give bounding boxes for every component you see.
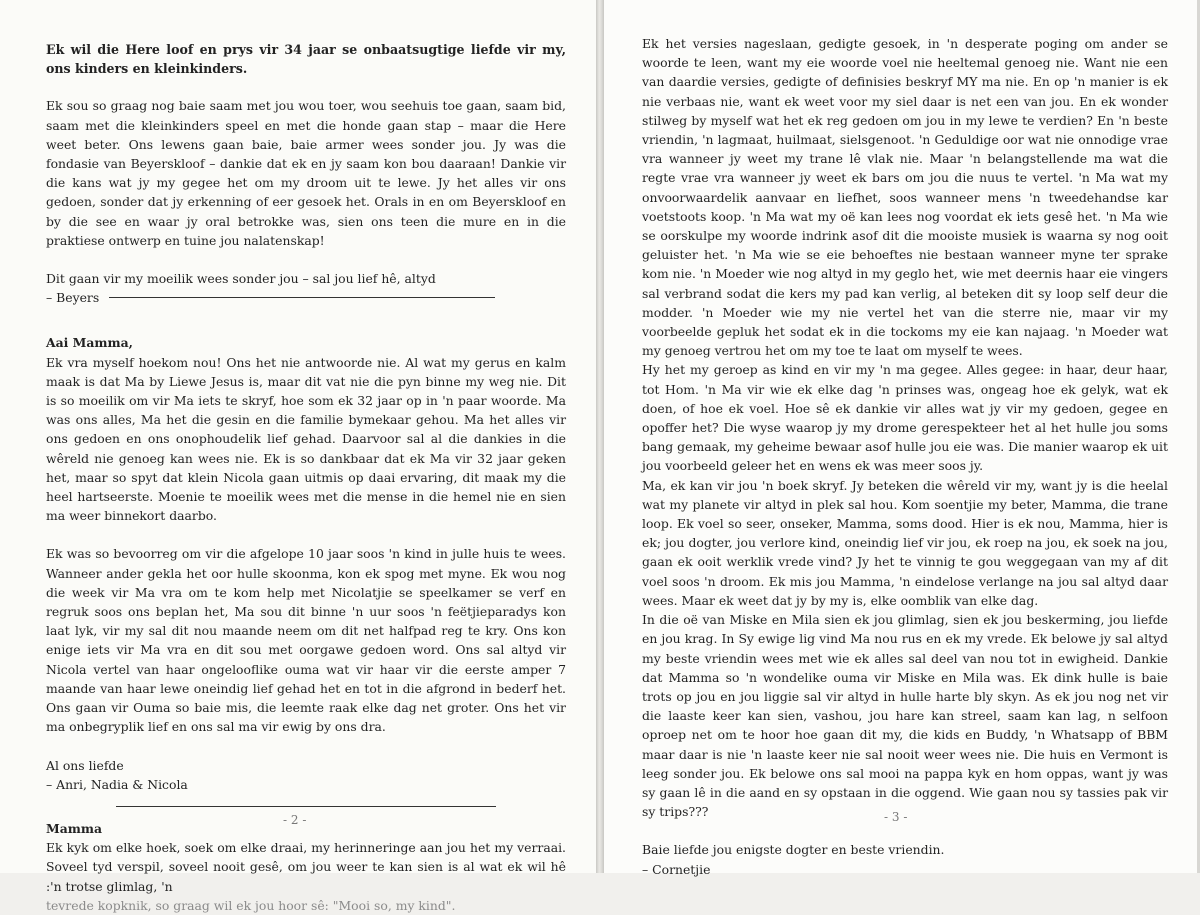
right-page (604, 0, 1200, 877)
cornetjie-paragraph-2: Hy het my geroep as kind en vir my 'n ma gegee. Alles gegee: in haar, deur haar, tot Hom. 'n Ma vir wie ek elke dag 'n prinses was, ongeag hoe ek gelyk, wat ek doen, of hoe ek voel. Hoe sê ek dankie vir alles wat jy vir my gedoen, gegee en opoffer het? Die wyse waarop jy my drome gerespekteer het al het hulle jou soms bang gemaak, my geheime bewaar asof hulle jou eie was. Die manier waarop ek uit jou voorbeeld geleer het en wens ek was meer soos jy. (642, 362, 1168, 474)
cornetjie-paragraph-3: Ma, ek kan vir jou 'n boek skryf. Jy beteken die wêreld vir my, want jy is die heelal wat my planete vir altyd in plek sal hou. Kom soentjie my beter, Mamma, die trane loop. Ek voel so seer, onseker, Mamma, soms dood. Hier is ek nou, Mamma, hier is ek; jou dogter, jou verlore kind, oneindig lief vir jou, ek roep na jou, ek soek na jou, gaan ek ooit werklik vrede vind? Jy het te vinnig te gou weggegaan van my af dit voel soos 'n droom. Ek mis jou Mamma, 'n eindelose verlange na jou sal altyd daar wees. Maar ek weet dat jy by my is, elke oomblik van elke dag. (642, 477, 1168, 608)
mamma-paragraph: Ek kyk om elke hoek, soek om elke draai, my herinneringe aan jou het my verraai. Soveel tyd verspil, soveel nooit gesê, om jou weer te kan sien is al wat ek wil hê :'n trotse glimlag, 'n (46, 840, 566, 894)
anri-signature-line2: – Anri, Nadia & Nicola (46, 776, 188, 792)
anri-signature-line1: Al ons liefde (46, 757, 124, 773)
aai-mamma-heading: Aai Mamma, (46, 335, 133, 351)
signature-rule (109, 297, 495, 298)
right-text-column (642, 34, 1168, 879)
cornetjie-paragraph-1: Ek het versies nageslaan, gedigte gesoek, in 'n desperate poging om ander se woorde te leen, want my eie woorde voel nie heeltemal genoeg nie. Want nie een van daardie versies, gedigte of definisies beskryf MY ma nie. En op 'n manier is ek nie verbaas nie, want ek weet voor my siel daar is net een van jou. En ek wonder stilweg by myself wat het ek reg gedoen om jou in my lewe te verdien? En 'n beste vriendin, 'n lagmaat, huilmaat, sielsgenoot. 'n Geduldige oor wat nie onnodige vrae vra wanneer jy weet my trane lê vlak nie. Maar 'n belangstellende ma wat die regte vrae vra wanneer jy weet ek bars om jou die nuus te vertel. 'n Ma wat my onvoorwaardelik aanvaar en liefhet, soos wanneer mens 'n tweedehandse kar voetstoots koop. 'n Ma wat my oë kan lees nog voordat ek iets gesê het. 'n Ma wie se oorskulpe my woorde indrink asof dit die mooiste musiek is waarna sy nog ooit geluister het. 'n Ma wie se eie behoeftes nie bestaan wanneer myne ter sprake kom nie. 'n Moeder wie nog altyd in my geglo het, wie met deernis haar eie vingers sal verbrand sodat die kers my pad kan verlig, al beteken dit sy loop self deur die modder. 'n Moeder wie my nie vertel het van die sterre nie, maar vir my voorbeelde gepluk het sodat ek in die tockoms my eie kan najaag. 'n Moeder wat my genoeg vertrou het om my toe te laat om myself te wees. (642, 36, 1168, 359)
mamma-paragraph-end: tevrede kopknik, so graag wil ek jou hoor sê: "Mooi so, my kind". (46, 897, 456, 913)
page-number-left: - 2 - (283, 813, 307, 827)
anri-paragraph-2: Ek was so bevoorreg om vir die afgelope 10 jaar soos 'n kind in julle huis te wees. Wanneer ander gekla het oor hulle skoonma, kon ek spog met myne. Ek wou nog die week vir Ma vra om te kom help met Nicolatjie se speelkamer se verf en regruk soos ons beplan het, Ma sou dit binne 'n uur soos 'n feëtjieparadys kon laat lyk, vir my sal dit nou maande neem om dit net halfpad reg te kry. Ons kon enige iets vir Ma vra en dit sou met oorgawe gedoen word. Ons sal altyd vir Nicola vertel van haar ongelooflike ouma wat vir haar vir die eerste amper 7 maande van haar lewe oneindig lief gehad het en tot in die afgrond in bederf het. Ons gaan vir Ouma so baie mis, die leemte raak elke dag net groter. Ons het vir ma onbegryplik lief en ons sal ma vir ewig by ons dra. (46, 546, 566, 735)
page-number-right: - 3 - (884, 810, 908, 824)
cornetjie-signature-line1: Baie liefde jou enigste dogter en beste vriendin. (642, 842, 945, 858)
cornetjie-paragraph-4: In die oë van Miske en Mila sien ek jou glimlag, sien ek jou beskerming, jou liefde en jou krag. In Sy ewige lig vind Ma nou rus en ek my vrede. Ek belowe jy sal altyd my beste vriendin wees met wie ek alles sal deel van nou tot in ewigheid. Dankie dat Mamma so 'n wondelike ouma vir Miske en Mila was. Ek dink hulle is baie trots op jou en jou liggie sal vir altyd in hulle harte bly skyn. As ek jou nog net vir die laaste keer kan sien, vashou, jou hare kan streel, saam kan lag, n selfoon oproep net om te hoor hoe gaan dit my, die kids en Buddy, 'n Whatsapp of BBM maar daar is nie 'n laaste keer nie sal nooit weer wees nie. Die huis en Vermont is leeg sonder jou. Ek belowe ons sal mooi na pappa kyk en hom oppas, want jy was sy gaan lê in die aand en sy opstaan in die oggend. Wie gaan nou sy tassies pak vir sy trips??? (642, 612, 1168, 820)
intro-dedication: Ek wil die Here loof en prys vir 34 jaar se onbaatsugtige liefde vir my, ons kinders en kleinkinders. (46, 42, 566, 77)
mamma-heading: Mamma (46, 820, 102, 836)
book-gutter (596, 0, 604, 873)
left-page (0, 0, 596, 913)
beyers-closing: Dit gaan vir my moeilik wees sonder jou – sal jou lief hê, altyd (46, 271, 436, 287)
beyers-signature: – Beyers (46, 290, 100, 306)
beyers-paragraph: Ek sou so graag nog baie saam met jou wou toer, wou seehuis toe gaan, saam bid, saam met die kleinkinders speel en met die honde gaan stap – maar die Here weet beter. Ons lewens gaan baie, baie armer wees sonder jou. Jy was die fondasie van Beyerskloof – dankie dat ek en jy saam kon bou daaraan! Dankie vir die kans wat jy my gegee het om my droom uit te lewe. Jy het alles vir ons gedoen, sonder dat jy erkenning of eer gesoek het. Orals in en om Beyerskloof en by die see en waar jy oral betrokke was, sien ons teen die mure en in die praktiese ontwerp en tuine jou nalatenskap! (46, 98, 566, 248)
left-text-column (46, 40, 566, 915)
beyers-signature-row (46, 288, 566, 307)
anri-paragraph-1: Ek vra myself hoekom nou! Ons het nie antwoorde nie. Al wat my gerus en kalm maak is dat Ma by Liewe Jesus is, maar dit vat nie die pyn binne my weg nie. Dit is so moeilik om vir Ma iets te skryf, hoe som ek 32 jaar op in 'n paar woorde. Ma was ons alles, Ma het die gesin en die familie bymekaar gehou. Ma het alles vir ons gedoen en ons onophoudelik lief gehad. Daarvoor sal al die dankies in die wêreld nie genoeg kan wees nie. Ek is so dankbaar dat ek Ma vir 32 jaar geken het, maar so spyt dat klein Nicola gaan uitmis op daai ervaring, dit maak my die heel hartseerste. Moenie te moeilik wees met die mense in die hemel nie en sien ma weer binnekort daarbo. (46, 354, 566, 524)
cornetjie-signature-line2: – Cornetjie (642, 861, 711, 877)
